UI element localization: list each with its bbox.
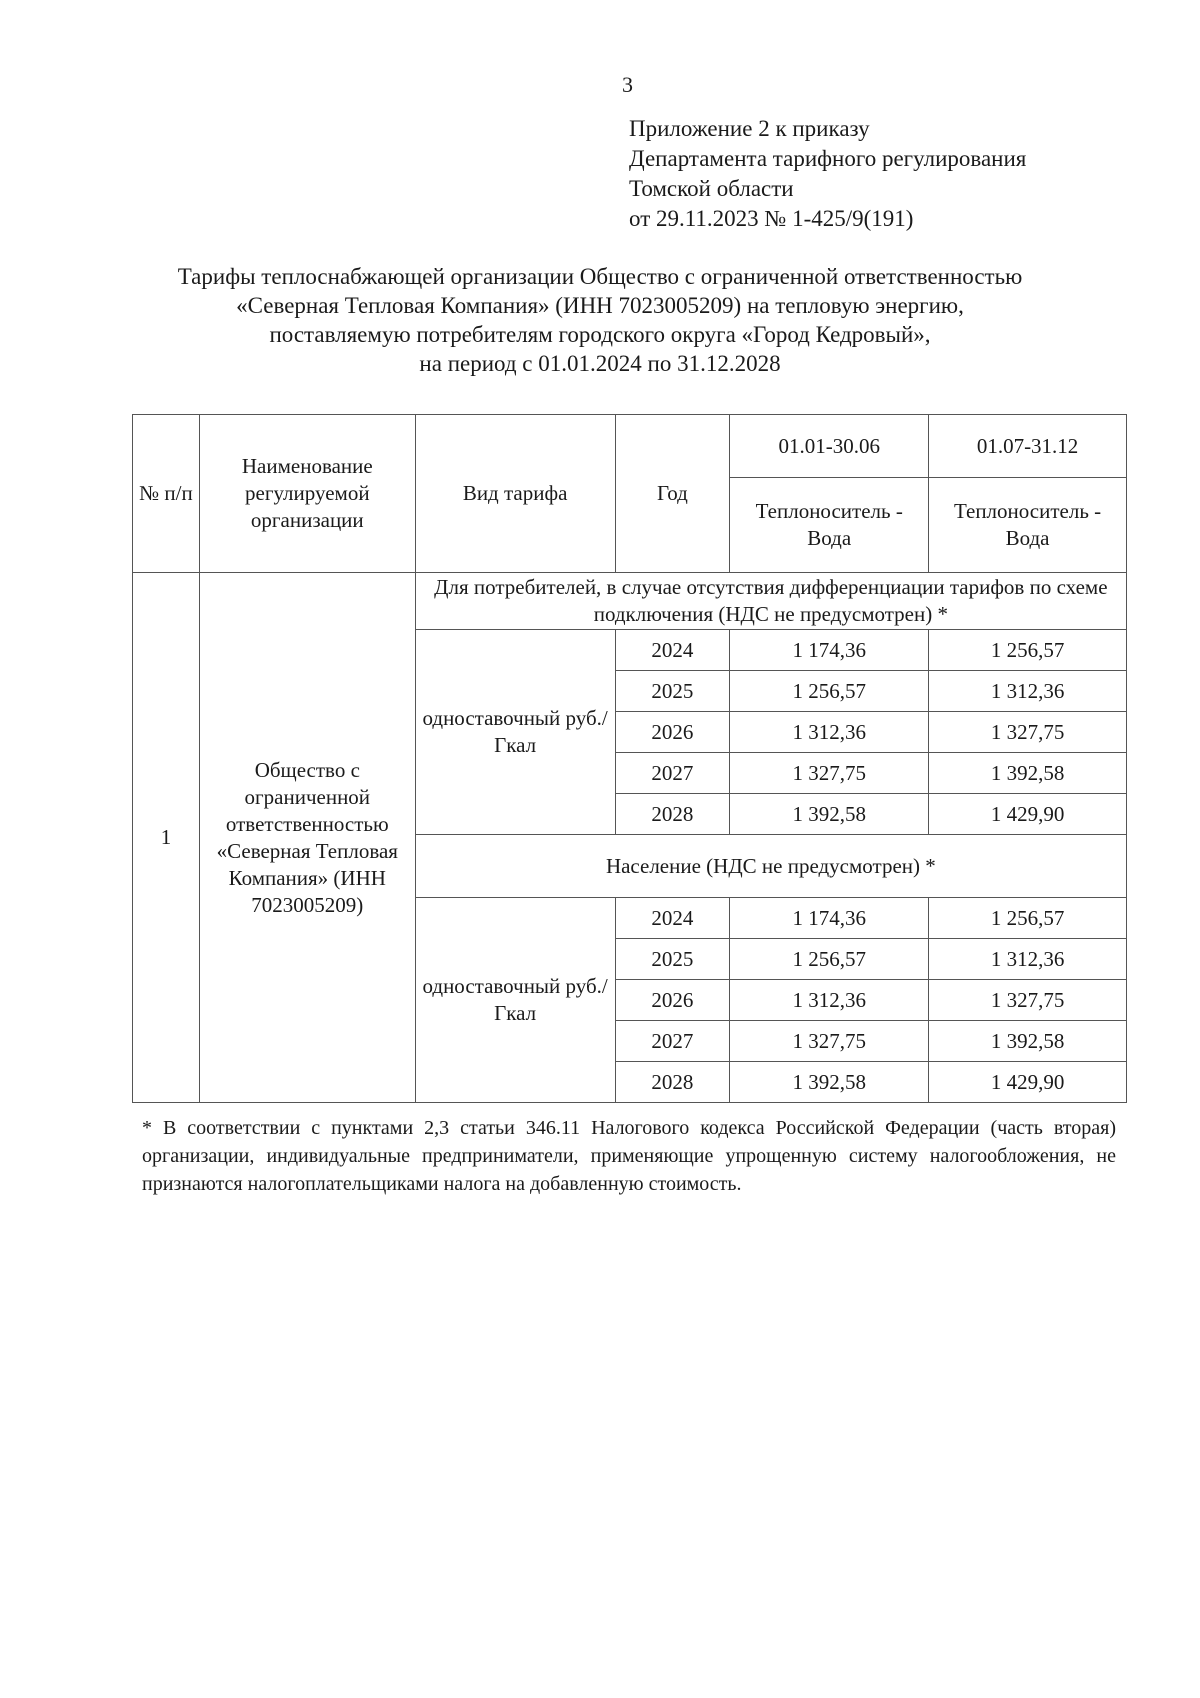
approval-line: от 29.11.2023 № 1-425/9(191) [629,206,914,231]
year-cell: 2027 [615,1021,730,1062]
footnote: * В соответствии с пунктами 2,3 статьи 346.11 Налогового кодекса Российской Федерации (часть вторая) организации, индивидуальные предприниматели, применяющие упрощенную систему налогообложения, не признаются налогоплательщиками налога на добавленную стоимость. [142,1117,1116,1195]
header-carrier-2: Теплоноситель - Вода [929,478,1127,573]
header-tariff-type: Вид тарифа [415,415,615,573]
year-cell: 2025 [615,939,730,980]
approval-line: Приложение 2 к приказу [629,116,870,141]
tariff-h1-cell: 1 174,36 [730,898,929,939]
title-line: Тарифы теплоснабжающей организации Общество с ограниченной ответственностью [177,264,1023,289]
year-cell: 2027 [615,753,730,794]
title-line: поставляемую потребителям городского округа «Город Кедровый», [269,322,931,347]
header-period-1: 01.01-30.06 [730,415,929,478]
header-year: Год [615,415,730,573]
section-heading: Население (НДС не предусмотрен) * [415,835,1126,898]
year-cell: 2024 [615,898,730,939]
year-cell: 2025 [615,671,730,712]
year-cell: 2028 [615,1062,730,1103]
approval-block [629,114,1026,234]
title-line: «Северная Тепловая Компания» (ИНН 7023005209) на тепловую энергию, [236,293,964,318]
tariff-h1-cell: 1 312,36 [730,712,929,753]
tariff-h2-cell: 1 312,36 [929,671,1127,712]
header-period-2: 01.07-31.12 [929,415,1127,478]
page-number: 3 [622,72,633,97]
year-cell: 2024 [615,630,730,671]
tariff-h2-cell: 1 312,36 [929,939,1127,980]
tariff-h2-cell: 1 429,90 [929,794,1127,835]
tariff-table [132,414,1127,1103]
tariff-h2-cell: 1 256,57 [929,630,1127,671]
tariff-h1-cell: 1 327,75 [730,1021,929,1062]
header-carrier-1: Теплоноситель - Вода [730,478,929,573]
header-num: № п/п [133,415,200,573]
tariff-type-label: одноставочный руб./Гкал [415,630,615,835]
header-org: Наименование регулируемой организации [199,415,415,573]
tariff-h1-cell: 1 312,36 [730,980,929,1021]
tariff-h1-cell: 1 174,36 [730,630,929,671]
row-number: 1 [133,573,200,1103]
tariff-type-label: одноставочный руб./Гкал [415,898,615,1103]
year-cell: 2028 [615,794,730,835]
tariff-h1-cell: 1 392,58 [730,1062,929,1103]
tariff-h1-cell: 1 256,57 [730,671,929,712]
tariff-h1-cell: 1 256,57 [730,939,929,980]
tariff-h2-cell: 1 392,58 [929,1021,1127,1062]
approval-line: Томской области [629,176,794,201]
org-name: Общество с ограниченной ответственностью «Северная Тепловая Компания» (ИНН 7023005209) [199,573,415,1103]
year-cell: 2026 [615,712,730,753]
tariff-h1-cell: 1 327,75 [730,753,929,794]
section-heading: Для потребителей, в случае отсутствия дифференциации тарифов по схеме подключения (НДС не предусмотрен) * [415,573,1126,630]
tariff-h2-cell: 1 392,58 [929,753,1127,794]
year-cell: 2026 [615,980,730,1021]
document-title [120,262,1080,378]
tariff-h2-cell: 1 327,75 [929,712,1127,753]
title-line: на период с 01.01.2024 по 31.12.2028 [419,351,781,376]
tariff-h2-cell: 1 429,90 [929,1062,1127,1103]
tariff-h2-cell: 1 256,57 [929,898,1127,939]
tariff-h2-cell: 1 327,75 [929,980,1127,1021]
tariff-h1-cell: 1 392,58 [730,794,929,835]
approval-line: Департамента тарифного регулирования [629,146,1027,171]
